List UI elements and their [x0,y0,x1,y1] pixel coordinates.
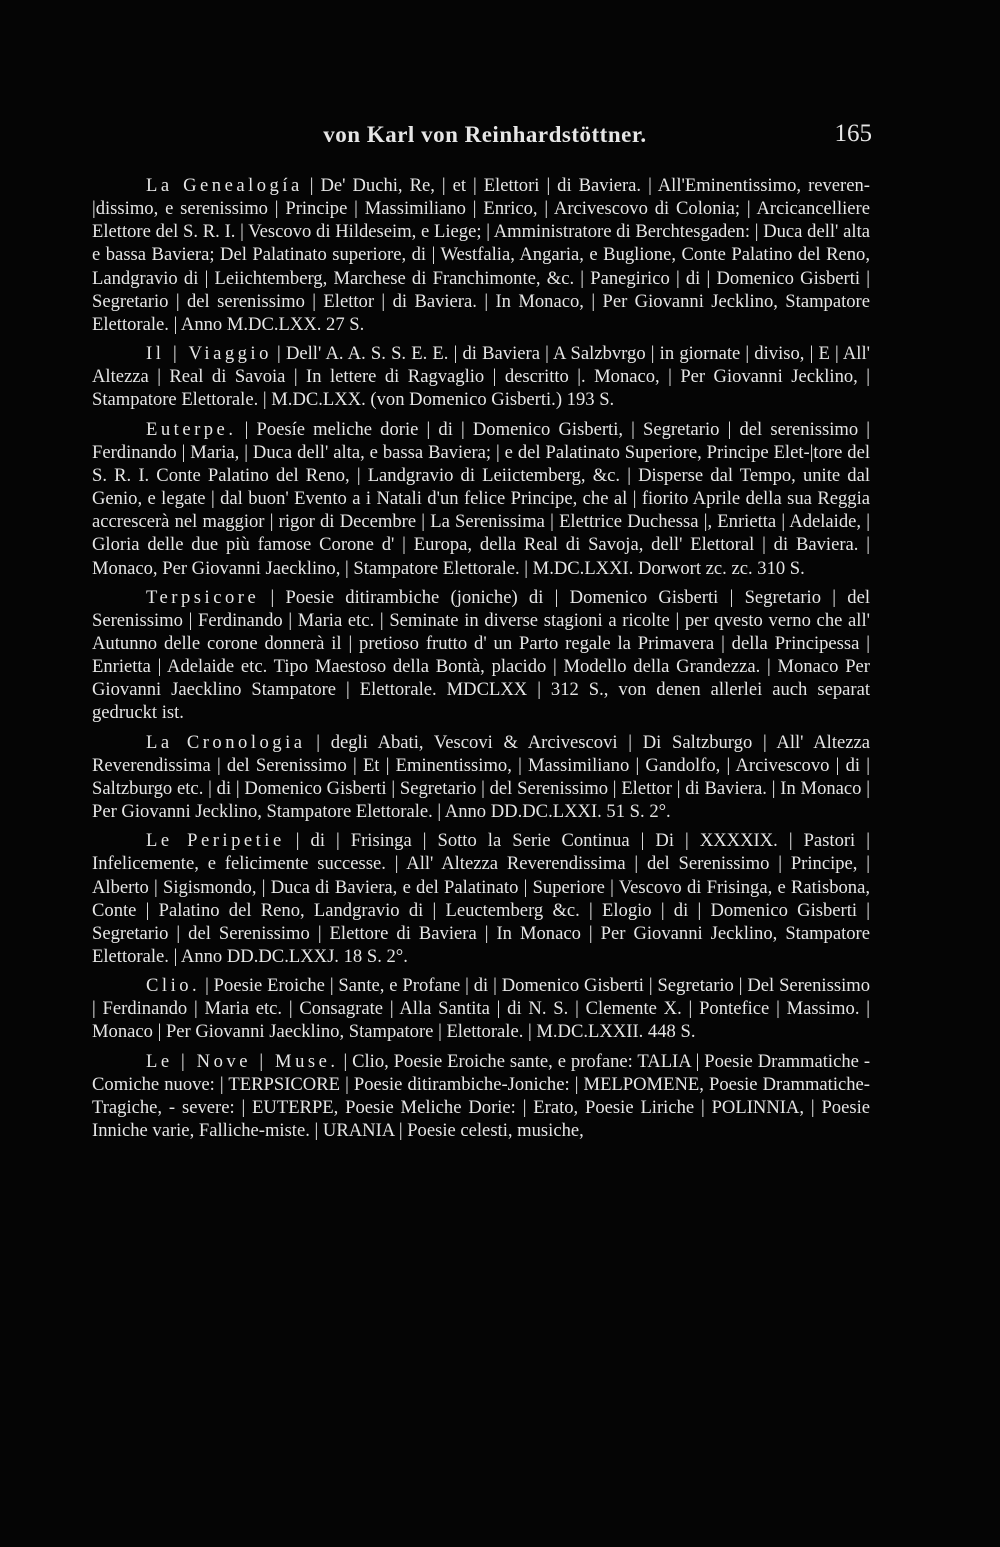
entry-title: Le Peripetie [146,830,285,852]
bibliography-entry [92,974,870,1043]
entry-title: La Genealogía [146,175,303,196]
entry-description: | Poesíe meliche dorie | di | Domenico Gisberti, | Segretario | del serenissimo | Ferdinando | Maria, | Duca dell' alta, e bassa Baviera; | e del Palatinato Superiore, Principe Elet-|tore del S. R. I. Conte Palatino del Reno, | Landgravio di Leiictemberg, &c. | Disperse dal Tempo, unite dal Genio, e legate | dal buon' Evento a i Natali d'un felice Principe, che al | fiorito Aprile della sua Reggia accrescerà nel maggior | rigor di Decembre | La Serenissima | Elettrice Duchessa |, Enrietta | Adelaide, | Gloria delle due più famose Corone d' | Europa, della Real di Savoja, dell' Elettoral | di Baviera. | Monaco, Per Giovanni Jaecklino, | Stampatore Elettorale. | M.DC.LXXI. Dorwort zc. zc. 310 S. [92,418,870,579]
entry-description: | De' Duchi, Re, | et | Elettori | di Baviera. | All'Eminentissimo, reveren-|dissimo, e serenissimo | Principe | Massimiliano | Enrico, | Arcivescovo di Colonia; | Arcicancelliere Elettore del S. R. I. | Vescovo di Hildeseim, e Liege; | Amministratore di Berchtesgaden: | Duca dell' alta e bassa Baviera; Del Palatinato superiore, di | Westfalia, Angaria, e Buglione, Conte Palatino del Reno, Landgravio di | Leiichtemberg, Marchese di Franchimonte, &c. | Panegirico | di | Domenico Gisberti | Segretario | del serenissimo | Elettor | di Baviera. | In Monaco, | Per Giovanni Jecklino, Stampatore Elettorale. | Anno M.DC.LXX. 27 S. [92,175,870,335]
bibliography-body [92,174,870,1142]
entry-description: | Clio, Poesie Eroiche sante, e profane: TALIA | Poesie Drammatiche - Comiche nuove: | TERPSICORE | Poesie ditirambiche-Joniche: | MELPOMENE, Poesie Drammatiche-Tragiche, - severe: | EUTERPE, Poesie Meliche Dorie: | Erato, Poesie Liriche | POLINNIA, | Poesie Inniche varie, Falliche-miste. | URANIA | Poesie celesti, musiche, [92,1050,871,1142]
bibliography-entry [92,1050,870,1143]
entry-description: | Poesie ditirambiche (joniche) di | Domenico Gisberti | Segretario | del Serenissimo | Ferdinando | Maria etc. | Seminate in diverse stagioni a ricolte | per qvesto verno che all' Autunno delle corone donnerà il | pretioso frutto d' un Parto regale la Primavera | della Principessa | Enrietta | Adelaide etc. Tipo Maestoso della Bontà, placido | Modello della Grandezza. | Monaco Per Giovanni Jaecklino Stampatore | Elettorale. MDCLXX | 312 S., von denen allerlei auch separat gedruckt ist. [92,586,870,724]
entry-title: Euterpe. [146,418,237,440]
page-number: 165 [834,120,872,147]
bibliography-entry [92,731,870,824]
running-title: von Karl von Reinhardstöttner. [323,122,647,147]
entry-title: Clio. [146,975,201,997]
bibliography-entry [92,418,870,580]
entry-description: | Dell' A. A. S. S. E. E. | di Baviera | A Salzbvrgo | in giornate | diviso, | E | All' Altezza | Real di Savoia | In lettere di Ragvaglio | descritto |. Monaco, | Per Giovanni Jecklino, | Stampatore Elettorale. | M.DC.LXX. (von Domenico Gisberti.) 193 S. [92,343,870,411]
entry-title: Il | Viaggio [146,343,272,365]
page-header [90,118,880,154]
entry-description: | di | Frisinga | Sotto la Serie Continua | Di | XXXXIX. | Pastori | Infelicemente, e felicimente successe. | All' Altezza Reverendissima | del Serenissimo | Principe, | Alberto | Sigismondo, | Duca di Baviera, e del Palatinato | Superiore | Vescovo di Frisinga, e Ratisbona, Conte | Palatino del Reno, Landgravio di | Leuctemberg &c. | Elogio | di | Domenico Gisberti | Segretario | del Serenissimo | Elettore di Baviera | In Monaco | Per Giovanni Jecklino, Stampatore Elettorale. | Anno DD.DC.LXXJ. 18 S. 2°. [92,830,870,967]
bibliography-entry [92,586,870,725]
entry-title: Le | Nove | Muse. [146,1050,339,1072]
bibliography-entry [92,174,870,336]
bibliography-entry [92,342,870,411]
entry-title: Terpsicore [146,586,260,608]
entry-description: | degli Abati, Vescovi & Arcivescovi | Di Saltzburgo | All' Altezza Reverendissima | del Serenissimo | Et | Eminentissimo, | Massimiliano | Gandolfo, | Arcivescovo | di | Saltzburgo etc. | di | Domenico Gisberti | Segretario | del Serenissimo | Elettor | di Baviera. | In Monaco | Per Giovanni Jecklino, Stampatore Elettorale. | Anno DD.DC.LXXI. 51 S. 2°. [92,731,871,823]
entry-description: | Poesie Eroiche | Sante, e Profane | di | Domenico Gisberti | Segretario | Del Serenissimo | Ferdinando | Maria etc. | Consagrate | Alla Santita | di N. S. | Clemente X. | Pontefice | Massimo. | Monaco | Per Giovanni Jaecklino, Stampatore | Elettorale. | M.DC.LXXII. 448 S. [92,975,870,1043]
bibliography-entry [92,829,870,968]
entry-title: La Cronologia [146,731,306,753]
